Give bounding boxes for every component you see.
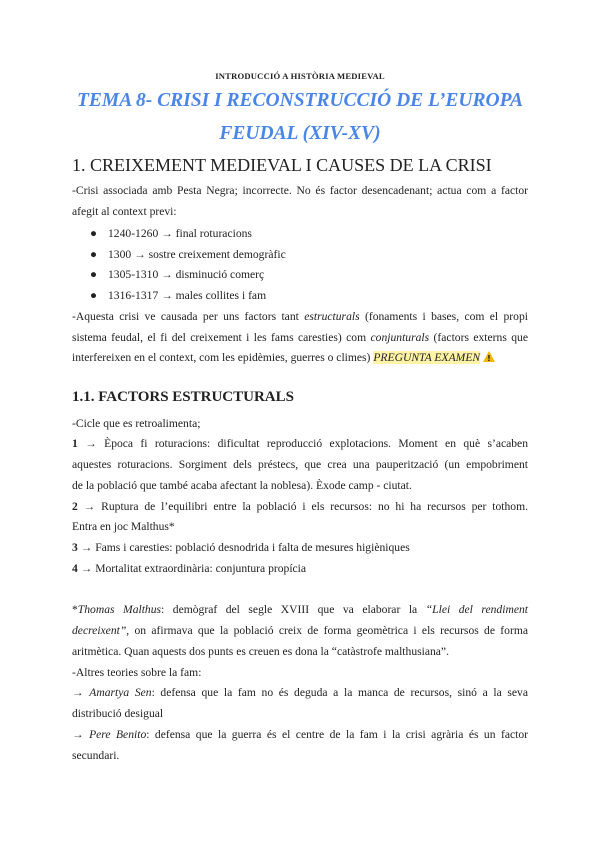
intro-line1: -Crisi associada amb Pesta Negra; incorrecte. No és factor desencadenant; actua com a factor xyxy=(72,184,528,197)
para-text: sistema feudal, el fi del creixement i les fams caresties) com xyxy=(72,331,371,344)
item1-line1 xyxy=(72,437,528,451)
note-text: , on afirmava que la població creix de forma geomètrica i els recursos de forma xyxy=(126,624,528,637)
para-line2 xyxy=(72,331,528,345)
intro-line2: afegit al context previ: xyxy=(72,205,177,218)
bullet-icon: ● xyxy=(90,289,98,302)
item2-line1 xyxy=(72,500,528,514)
item1-line2: aquestes roturacions. Sorgiment dels préstecs, que crea una pauperització (un empobriment xyxy=(72,458,528,471)
footnote-star: * xyxy=(72,603,78,616)
term-estructurals: estructurals xyxy=(304,310,360,323)
bullet-text: 1305-1310 → disminució comerç xyxy=(108,268,265,281)
item-text: → Ruptura de l’equilibri entre la població i els recursos: no hi ha recursos per tothom. xyxy=(77,500,528,513)
para-text: -Aquesta crisi ve causada per uns factors tant xyxy=(72,310,305,323)
bullet-text: 1316-1317 → males collites i fam xyxy=(108,289,267,302)
topic-title-line2: FEUDAL (XIV-XV) xyxy=(219,123,381,144)
cycle-line: -Cicle que es retroalimenta; xyxy=(72,417,201,430)
section1-heading: 1. CREIXEMENT MEDIEVAL I CAUSES DE LA CRISI xyxy=(72,155,492,175)
item-number: 4 xyxy=(72,562,78,575)
person-name: Thomas Malthus xyxy=(77,603,162,616)
item4-line xyxy=(72,562,528,576)
note-line2 xyxy=(72,624,528,638)
list-item xyxy=(90,248,286,262)
para-text: (fonaments i bases, com el propi xyxy=(359,310,528,323)
list-item xyxy=(90,289,266,303)
topic-title-line1: TEMA 8- CRISI I RECONSTRUCCIÓ DE L’EUROPA xyxy=(76,90,524,111)
term-conjunturals: conjunturals xyxy=(370,331,430,344)
note-text: : demògraf del segle XVIII que va elaborar la xyxy=(161,603,426,616)
sen-line1 xyxy=(72,686,528,700)
item-text: → Mortalitat extraordinària: conjuntura propícia xyxy=(77,562,307,575)
item1-line3: de la població que també acaba afectant la noblesa). Èxode camp - ciutat. xyxy=(72,479,412,492)
exam-tag: PREGUNTA EXAMEN xyxy=(373,351,481,364)
arrow-icon: → xyxy=(72,686,90,699)
person-name: Amartya Sen xyxy=(89,686,152,699)
arrow-icon: → xyxy=(72,728,90,741)
section2-heading: 1.1. FACTORS ESTRUCTURALS xyxy=(72,389,294,405)
benito-line1 xyxy=(72,728,528,742)
item2-line2: Entra en joc Malthus* xyxy=(72,520,175,533)
item-text: → Època fi roturacions: dificultat reproducció explotacions. Moment en què s’acaben xyxy=(77,437,528,450)
para-text: interfereixen en el context, com les epidèmies, guerres o climes) xyxy=(72,351,371,364)
item-number: 2 xyxy=(72,500,78,513)
note-line3: aritmètica. Quan aquests dos punts es creuen es dona la “catàstrofe malthusiana”. xyxy=(72,645,449,658)
para-text: (factors externs que xyxy=(429,331,528,344)
list-item xyxy=(90,268,264,282)
bullet-icon: ● xyxy=(90,268,98,281)
law-title: “Llei del rendiment xyxy=(425,603,528,616)
item-text: → Fams i caresties: població desnodrida i falta de mesures higièniques xyxy=(77,541,410,554)
other-theories: -Altres teories sobre la fam: xyxy=(72,666,202,679)
para-line1 xyxy=(72,310,528,324)
warning-icon xyxy=(483,351,495,362)
bullet-icon: ● xyxy=(90,248,98,261)
law-title: decreixent” xyxy=(72,624,127,637)
para-line3 xyxy=(72,351,528,365)
bullet-icon: ● xyxy=(90,227,98,240)
person-name: Pere Benito xyxy=(89,728,147,741)
theory-text: : defensa que la fam no és deguda a la manca de recursos, sinó a la seva xyxy=(151,686,528,699)
item-number: 3 xyxy=(72,541,78,554)
item3-line xyxy=(72,541,528,555)
item-number: 1 xyxy=(72,437,78,450)
list-item xyxy=(90,227,252,241)
course-title: INTRODUCCIÓ A HISTÒRIA MEDIEVAL xyxy=(215,71,385,81)
bullet-text: 1240-1260 → final roturacions xyxy=(108,227,252,240)
bullet-text: 1300 → sostre creixement demogràfic xyxy=(108,248,286,261)
theory-text: : defensa que la guerra és el centre de la fam i la crisi agrària és un factor xyxy=(146,728,529,741)
benito-line2: secundari. xyxy=(72,749,120,762)
note-line1 xyxy=(72,603,528,617)
sen-line2: distribució desigual xyxy=(72,707,164,720)
